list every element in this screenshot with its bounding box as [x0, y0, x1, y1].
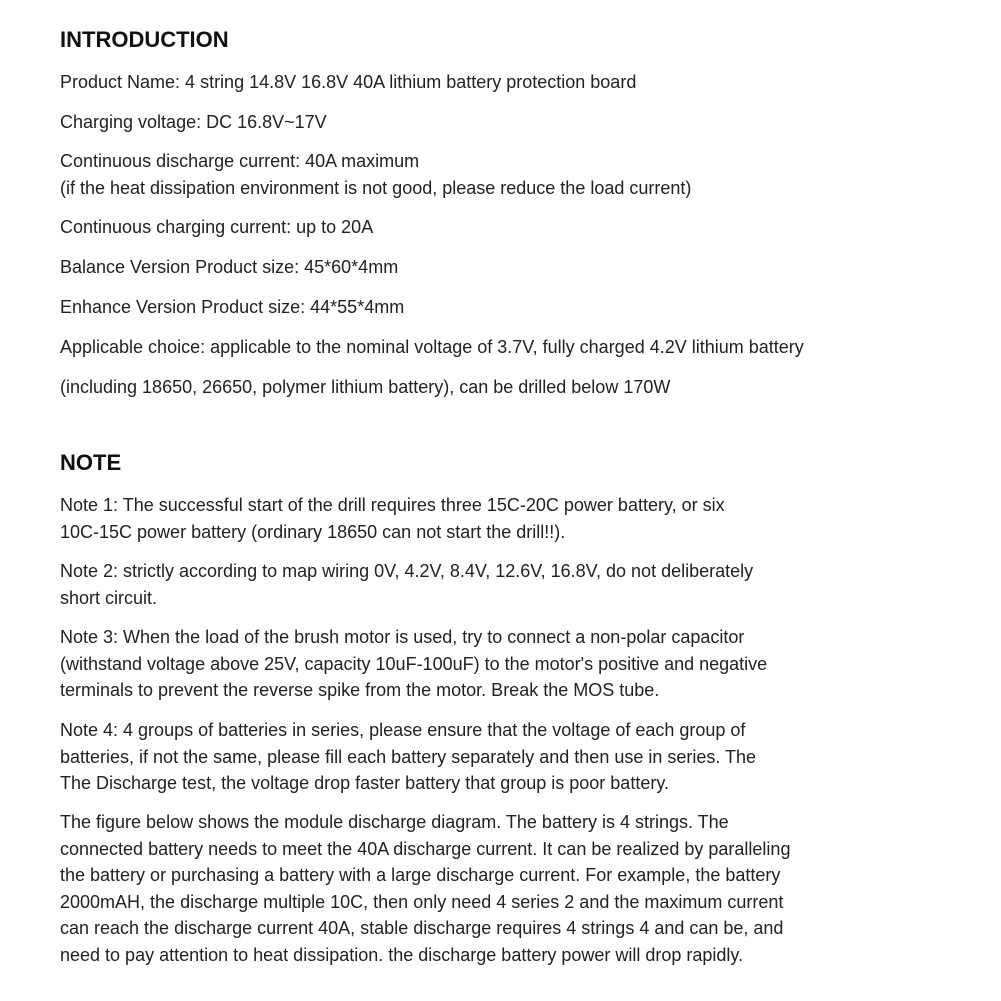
note-3-line-3: terminals to prevent the reverse spike from the motor. Break the MOS tube. — [60, 680, 660, 700]
figure-line-5: can reach the discharge current 40A, stable discharge requires 4 strings 4 and can be, and — [60, 918, 784, 938]
introduction-heading: INTRODUCTION — [60, 27, 229, 52]
note-2-line-1: Note 2: strictly according to map wiring 0V, 4.2V, 8.4V, 12.6V, 16.8V, do not deliberately — [60, 561, 754, 581]
figure-line-4: 2000mAH, the discharge multiple 10C, then only need 4 series 2 and the maximum current — [60, 891, 784, 912]
intro-charging-current: Continuous charging current: up to 20A — [60, 217, 374, 237]
intro-continuous-discharge — [60, 148, 691, 201]
intro-discharge-line-2: (if the heat dissipation environment is not good, please reduce the load current) — [60, 177, 692, 198]
intro-discharge-line-1: Continuous discharge current: 40A maximum — [60, 151, 420, 171]
note-3 — [60, 624, 767, 704]
intro-applicable-choice: Applicable choice: applicable to the nominal voltage of 3.7V, fully charged 4.2V lithium battery — [60, 337, 804, 357]
note-4 — [60, 717, 756, 797]
note-2-line-2: short circuit. — [60, 587, 158, 608]
note-3-line-1: Note 3: When the load of the brush motor is used, try to connect a non-polar capacitor — [60, 627, 745, 647]
note-1-line-1: Note 1: The successful start of the drill requires three 15C-20C power battery, or six — [60, 495, 725, 515]
note-1 — [60, 492, 725, 545]
intro-charging-voltage: Charging voltage: DC 16.8V~17V — [60, 112, 327, 132]
figure-description — [60, 809, 790, 968]
intro-applicable-detail: (including 18650, 26650, polymer lithium battery), can be drilled below 170W — [60, 377, 671, 397]
note-2 — [60, 558, 753, 611]
figure-line-6: need to pay attention to heat dissipation. the discharge battery power will drop rapidly. — [60, 944, 744, 965]
note-4-line-2: batteries, if not the same, please fill each battery separately and then use in series. The — [60, 746, 757, 767]
note-4-line-1: Note 4: 4 groups of batteries in series, please ensure that the voltage of each group of — [60, 720, 746, 740]
note-4-line-3: The Discharge test, the voltage drop faster battery that group is poor battery. — [60, 773, 669, 793]
note-3-line-2: (withstand voltage above 25V, capacity 10uF-100uF) to the motor's positive and negative — [60, 653, 768, 674]
figure-line-3: the battery or purchasing a battery with a large discharge current. For example, the battery — [60, 865, 781, 885]
figure-line-2: connected battery needs to meet the 40A discharge current. It can be realized by paralleling — [60, 838, 791, 859]
note-1-line-2: 10C-15C power battery (ordinary 18650 can not start the drill!!). — [60, 521, 566, 542]
intro-enhance-size: Enhance Version Product size: 44*55*4mm — [60, 297, 405, 317]
intro-balance-size: Balance Version Product size: 45*60*4mm — [60, 257, 399, 277]
figure-line-1: The figure below shows the module discharge diagram. The battery is 4 strings. The — [60, 812, 729, 832]
intro-product-name: Product Name: 4 string 14.8V 16.8V 40A lithium battery protection board — [60, 72, 637, 92]
note-heading: NOTE — [60, 450, 122, 475]
